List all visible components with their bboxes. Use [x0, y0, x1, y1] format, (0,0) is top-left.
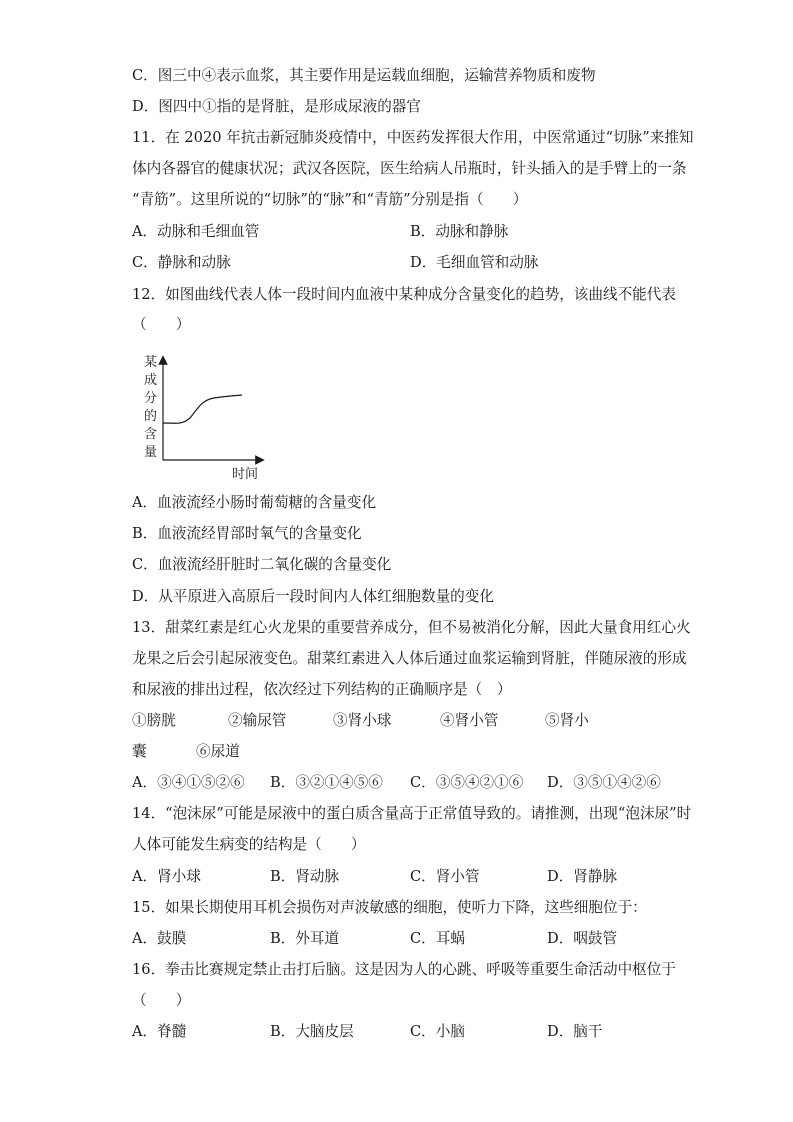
q12-option-d: D．从平原进入高原后一段时间内人体红细胞数量的变化 — [132, 588, 494, 605]
q13-option-d: D．③⑤①④②⑥ — [547, 774, 661, 791]
q13-stem-line3: 和尿液的排出过程，依次经过下列结构的正确顺序是（ ） — [132, 681, 512, 698]
y-axis-label-char-6: 量 — [144, 445, 158, 460]
q11-stem-line3: “青筋”。这里所说的“切脉”的“脉”和“青筋”分别是指（ ） — [132, 191, 528, 208]
q16-stem-line1: 16．拳击比赛规定禁止击打后脑。这是因为人的心跳、呼吸等重要生命活动中枢位于 — [132, 961, 676, 978]
q13-item-3: ③肾小球 — [333, 712, 392, 729]
q13-item-2: ②输尿管 — [228, 712, 287, 729]
q13-item-4: ④肾小管 — [440, 712, 499, 729]
q11-stem-line1: 11．在 2020 年抗击新冠肺炎疫情中，中医药发挥很大作用，中医常通过“切脉”来推知 — [132, 129, 694, 146]
q16-option-b: B．大脑皮层 — [270, 1023, 354, 1040]
q11-option-d: D．毛细血管和动脉 — [410, 254, 539, 271]
q15-option-d: D．咽鼓管 — [547, 930, 618, 947]
q11-option-a: A．动脉和毛细血管 — [132, 223, 260, 240]
q12-stem-line1: 12．如图曲线代表人体一段时间内血液中某种成分含量变化的趋势，该曲线不能代表 — [132, 286, 676, 303]
q13-item-6: ⑥尿道 — [196, 743, 240, 760]
q14-option-b: B．肾动脉 — [270, 868, 340, 885]
q12-stem-line2: （ ） — [132, 316, 191, 333]
q14-option-c: C．肾小管 — [410, 868, 480, 885]
q12-curve-graph — [132, 350, 272, 485]
q10-option-c: C．图三中④表示血浆，其主要作用是运载血细胞，运输营养物质和废物 — [132, 67, 596, 84]
q13-option-a: A．③④①⑤②⑥ — [132, 774, 245, 791]
q13-item-1: ①膀胱 — [132, 712, 176, 729]
q15-option-a: A．鼓膜 — [132, 930, 187, 947]
q15-option-c: C．耳蜗 — [410, 930, 465, 947]
y-axis-label-char-2: 成 — [144, 373, 158, 388]
q16-option-a: A．脊髓 — [132, 1023, 187, 1040]
q14-stem-line2: 人体可能发生病变的结构是（ ） — [132, 836, 366, 853]
q13-stem-line2: 龙果之后会引起尿液变色。甜菜红素进入人体后通过血浆运输到肾脏，伴随尿液的形成 — [132, 650, 687, 667]
q13-item-5: ⑤肾小 — [545, 712, 589, 729]
q12-option-a: A．血液流经小肠时葡萄糖的含量变化 — [132, 494, 377, 511]
q16-stem-line2: （ ） — [132, 992, 191, 1009]
q14-stem-line1: 14．“泡沫尿”可能是尿液中的蛋白质含量高于正常值导致的。请推测，出现“泡沫尿”时 — [132, 805, 692, 822]
q13-item-5-cont: 囊 — [132, 743, 147, 760]
q15-stem: 15．如果长期使用耳机会损伤对声波敏感的细胞，使听力下降，这些细胞位于： — [132, 899, 647, 916]
q11-option-c: C．静脉和动脉 — [132, 254, 231, 271]
q12-option-c: C．血液流经肝脏时二氧化碳的含量变化 — [132, 556, 392, 573]
q11-stem-line2: 体内各器官的健康状况；武汉各医院，医生给病人吊瓶时，针头插入的是手臂上的一条 — [132, 160, 687, 177]
y-axis-label-char-5: 含 — [144, 427, 158, 442]
q14-option-d: D．肾静脉 — [547, 868, 618, 885]
y-axis-label-char-1: 某 — [144, 355, 158, 370]
q13-option-b: B．③②①④⑤⑥ — [270, 774, 383, 791]
y-axis-label-char-4: 的 — [144, 409, 158, 424]
q11-option-b: B．动脉和静脉 — [410, 223, 509, 240]
q12-option-b: B．血液流经胃部时氧气的含量变化 — [132, 525, 362, 542]
q14-option-a: A．肾小球 — [132, 868, 201, 885]
q13-option-c: C．③⑤④②①⑥ — [410, 774, 524, 791]
content-curve — [163, 395, 242, 423]
y-axis-label-char-3: 分 — [144, 391, 158, 406]
q13-stem-line1: 13．甜菜红素是红心火龙果的重要营养成分，但不易被消化分解，因此大量食用红心火 — [132, 619, 691, 636]
q15-option-b: B．外耳道 — [270, 930, 340, 947]
q16-option-d: D．脑干 — [547, 1023, 603, 1040]
q16-option-c: C．小脑 — [410, 1023, 465, 1040]
x-axis-label: 时间 — [232, 467, 259, 482]
q10-option-d: D．图四中①指的是肾脏，是形成尿液的器官 — [132, 98, 421, 115]
